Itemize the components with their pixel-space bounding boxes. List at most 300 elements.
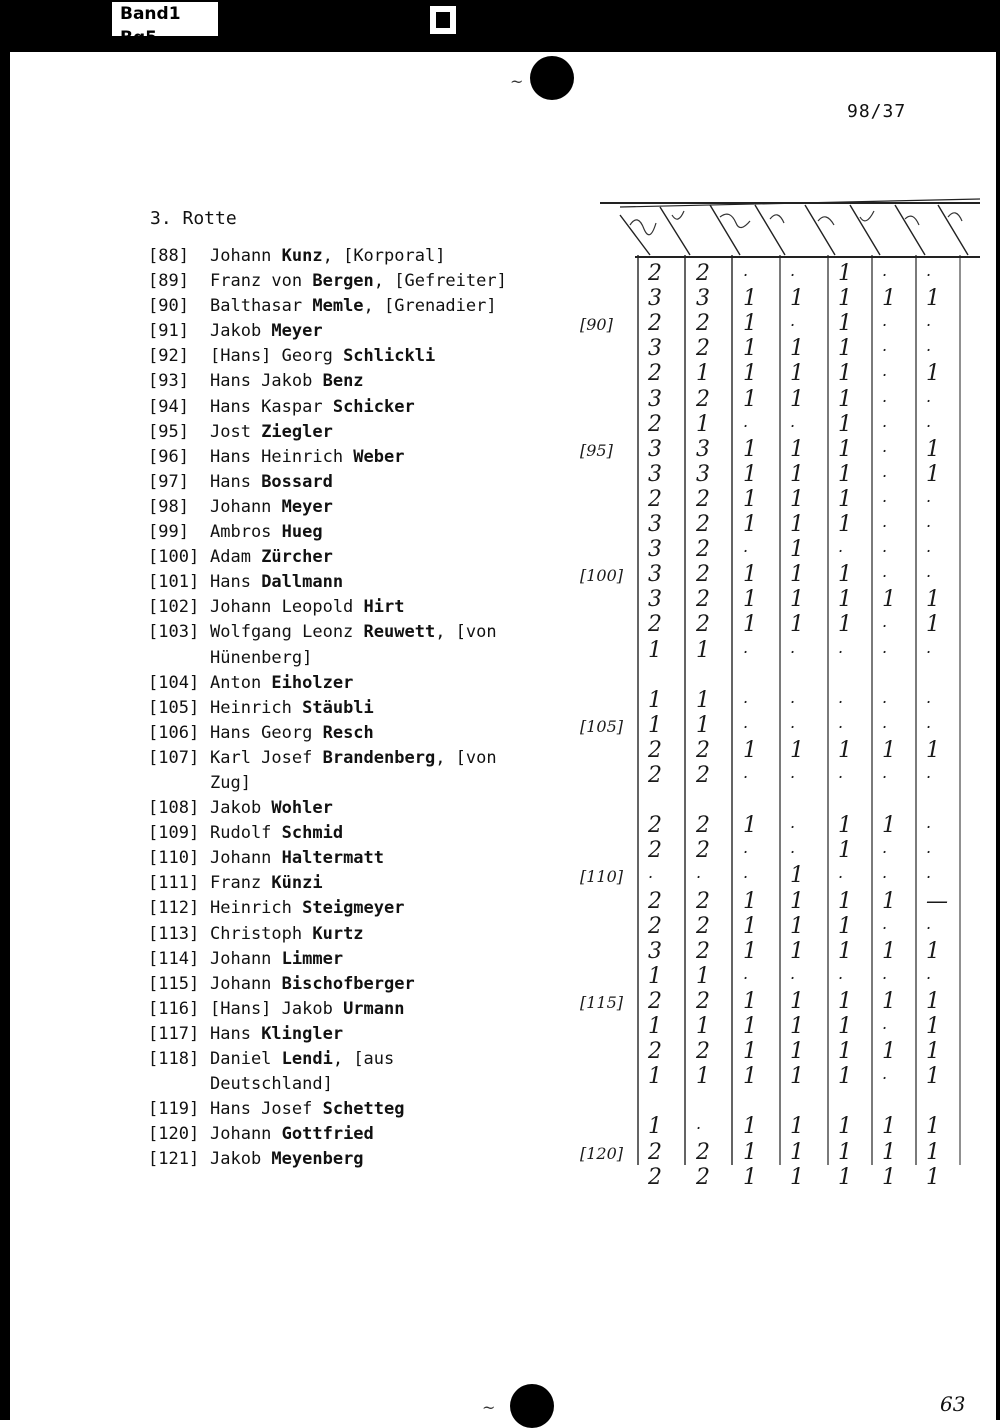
manuscript-cell: 1 [838, 813, 852, 839]
manuscript-cell: 1 [743, 1039, 757, 1065]
manuscript-cell: 2 [648, 486, 662, 512]
manuscript-cell: . [790, 311, 796, 331]
roster-entry [148, 821, 548, 846]
manuscript-cell: 2 [696, 763, 710, 788]
roster-entry [148, 997, 548, 1022]
manuscript-cell: 1 [648, 637, 662, 663]
manuscript-cell: 1 [838, 1164, 852, 1190]
manuscript-cell: . [790, 813, 796, 833]
entry-surname: Reuwett [363, 622, 436, 643]
manuscript-cell: 1 [743, 737, 757, 763]
manuscript-cell: 1 [882, 888, 896, 914]
manuscript-cell: 1 [696, 712, 710, 738]
entry-given-name: Hans [210, 471, 262, 492]
manuscript-cell: . [882, 461, 888, 481]
manuscript-cell: . [882, 562, 888, 582]
manuscript-cell: 1 [838, 286, 852, 312]
manuscript-cell: 2 [696, 1164, 710, 1190]
entry-surname: Meyer [271, 321, 323, 342]
manuscript-cell: 2 [696, 261, 710, 286]
manuscript-cell: 1 [926, 1014, 940, 1039]
page-number: 98/37 [847, 101, 907, 122]
manuscript-cell: . [926, 386, 932, 406]
manuscript-cell: 2 [696, 386, 710, 412]
manuscript-cell: . [838, 687, 844, 707]
manuscript-cell: 1 [790, 286, 804, 312]
entry-number: [110] [148, 848, 200, 869]
manuscript-cell: 1 [882, 737, 896, 763]
scan-registration-mark [430, 6, 456, 34]
entry-note: , [Korporal] [322, 246, 446, 266]
entry-given-name: Wolfgang Leonz [210, 622, 364, 643]
manuscript-cell: 1 [648, 712, 662, 738]
entry-number: [99] [148, 522, 189, 543]
section-title: 3. Rotte [150, 208, 237, 229]
entry-number: [97] [148, 471, 189, 492]
manuscript-cell: 1 [648, 1064, 662, 1090]
manuscript-cell: 1 [743, 813, 757, 839]
manuscript-cell: 1 [882, 286, 896, 312]
manuscript-cell: 1 [696, 1064, 710, 1090]
manuscript-cell: 1 [743, 512, 757, 537]
manuscript-cell: 2 [648, 888, 662, 914]
manuscript-cell: 1 [838, 1014, 852, 1039]
manuscript-cell: 1 [882, 1039, 896, 1065]
manuscript-cell: 2 [696, 612, 710, 638]
manuscript-cell: . [882, 637, 888, 657]
manuscript-cell: 1 [648, 963, 662, 989]
manuscript-cell: 1 [696, 687, 710, 713]
manuscript-cell: . [743, 863, 749, 883]
manuscript-cell: . [926, 913, 932, 933]
manuscript-cell: 1 [838, 512, 852, 537]
manuscript-cell: . [743, 637, 749, 657]
manuscript-cell: 2 [648, 311, 662, 337]
manuscript-cell: 2 [696, 737, 710, 763]
manuscript-cell: . [790, 712, 796, 732]
entry-number: [117] [148, 1023, 200, 1044]
manuscript-cell: . [882, 913, 888, 933]
manuscript-cell: 1 [926, 1164, 940, 1190]
manuscript-cell: 1 [838, 361, 852, 387]
manuscript-cell: 1 [926, 1064, 940, 1090]
manuscript-cell: 1 [743, 436, 757, 462]
manuscript-cell: 3 [648, 386, 662, 412]
roster-entry [148, 922, 548, 947]
entry-given-name: Johann [210, 246, 282, 266]
manuscript-cell: . [743, 261, 749, 280]
manuscript-cell: . [926, 537, 932, 557]
entry-given-name: Johann [210, 973, 282, 994]
manuscript-cell: . [790, 763, 796, 782]
manuscript-cell: 1 [696, 1014, 710, 1039]
manuscript-cell: 1 [696, 963, 710, 989]
manuscript-cell: 1 [790, 612, 804, 638]
manuscript-cell: 2 [696, 336, 710, 362]
manuscript-cell: 2 [696, 838, 710, 864]
manuscript-cell: 3 [648, 436, 662, 462]
manuscript-cell: 1 [743, 386, 757, 412]
folio-mark: 63 [940, 1392, 966, 1416]
manuscript-cell: 1 [838, 913, 852, 939]
entry-given-name: Franz [210, 873, 272, 894]
roster-entry [148, 445, 548, 470]
manuscript-cell: . [882, 963, 888, 983]
manuscript-cell: . [882, 486, 888, 506]
manuscript-cell: . [926, 863, 932, 883]
manuscript-cell: 2 [696, 988, 710, 1014]
manuscript-cell: . [926, 311, 932, 331]
entry-given-name: Daniel [210, 1049, 282, 1069]
manuscript-cell: 1 [926, 1114, 940, 1140]
manuscript-cell: 2 [648, 361, 662, 387]
roster-entry [148, 1147, 548, 1172]
manuscript-cell: 1 [838, 1114, 852, 1140]
manuscript-cell: 2 [648, 737, 662, 763]
entry-surname: Meyer [281, 496, 333, 517]
manuscript-cell: 1 [926, 988, 940, 1014]
manuscript-cell: 1 [790, 512, 804, 537]
manuscript-cell: 1 [743, 612, 757, 638]
manuscript-cell: 1 [838, 1064, 852, 1090]
punch-hole-bottom [510, 1384, 554, 1428]
entry-note-continued: Hünenberg] [210, 647, 313, 668]
manuscript-table [560, 195, 986, 1190]
entry-surname: Weber [353, 446, 405, 467]
manuscript-cell: 1 [838, 411, 852, 437]
entry-number: [118] [148, 1049, 200, 1069]
manuscript-cell: 1 [790, 1114, 804, 1140]
entry-number: [105] [148, 697, 200, 718]
entry-note: , [Grenadier] [363, 296, 497, 317]
manuscript-cell: 1 [882, 1114, 896, 1140]
manuscript-cell: . [882, 687, 888, 707]
manuscript-cell: 1 [696, 361, 710, 387]
manuscript-cell: 1 [790, 888, 804, 914]
entry-given-name: [Hans] Georg [210, 346, 344, 367]
entry-surname: Gottfried [281, 1124, 374, 1145]
roster-entry [148, 595, 548, 620]
manuscript-cell: 2 [648, 411, 662, 437]
manuscript-cell: 1 [790, 1064, 804, 1090]
manuscript-cell: . [743, 763, 749, 782]
manuscript-cell: . [696, 863, 702, 883]
entry-given-name: Adam [210, 547, 262, 568]
entry-surname: Bossard [261, 471, 333, 492]
entry-surname: Stäubli [302, 697, 374, 718]
entry-surname: Lendi [281, 1049, 333, 1069]
manuscript-cell: 1 [648, 687, 662, 713]
entry-number: [100] [148, 547, 200, 568]
manuscript-cell: 1 [926, 938, 940, 964]
entry-number: [96] [148, 446, 189, 467]
manuscript-cell: 2 [648, 988, 662, 1014]
manuscript-cell: 1 [790, 562, 804, 588]
manuscript-cell: 1 [790, 1164, 804, 1190]
punch-smudge-bottom: ~ [482, 1398, 496, 1417]
manuscript-cell: 3 [648, 461, 662, 487]
roster-entry [148, 545, 548, 570]
manuscript-cell: . [926, 838, 932, 858]
entry-given-name: Johann [210, 948, 282, 969]
roster-entry [148, 269, 548, 294]
manuscript-cell: 1 [838, 587, 852, 613]
entry-given-name: Johann [210, 1124, 282, 1145]
entry-surname: Hueg [281, 522, 323, 543]
manuscript-cell: 2 [696, 1039, 710, 1065]
manuscript-cell: 1 [743, 988, 757, 1014]
manuscript-cell: 1 [926, 1039, 940, 1065]
entry-number: [104] [148, 672, 200, 693]
manuscript-cell: 1 [838, 938, 852, 964]
manuscript-cell: 1 [743, 1164, 757, 1190]
manuscript-cell: 1 [882, 1139, 896, 1165]
entry-number: [95] [148, 421, 189, 442]
manuscript-cell: 1 [926, 436, 940, 462]
punch-hole-top [530, 56, 574, 100]
roster-entry [148, 972, 548, 997]
manuscript-cell: . [926, 411, 932, 431]
manuscript-cell: . [926, 712, 932, 732]
manuscript-cell: 1 [648, 1114, 662, 1140]
manuscript-cell: 1 [838, 436, 852, 462]
manuscript-cell: . [743, 687, 749, 707]
entry-given-name: Heinrich [210, 898, 303, 919]
entry-note: , [von [435, 622, 497, 643]
manuscript-cell: . [926, 486, 932, 506]
entry-number: [88] [148, 246, 189, 266]
entry-note-continued: Zug] [210, 772, 251, 793]
entry-surname: Limmer [281, 948, 344, 969]
manuscript-cell: 1 [743, 938, 757, 964]
manuscript-cell: 1 [926, 1139, 940, 1165]
roster-entry [148, 896, 548, 921]
entry-number: [119] [148, 1099, 200, 1120]
manuscript-cell: . [882, 512, 888, 531]
manuscript-cell: 1 [743, 311, 757, 337]
roster-entry [148, 369, 548, 394]
entry-given-name: Hans Josef [210, 1099, 323, 1120]
roster-entry [148, 1097, 548, 1122]
roster-entry [148, 871, 548, 896]
manuscript-cell: 1 [790, 336, 804, 362]
entry-note-continued: Deutschland] [210, 1074, 333, 1095]
entry-given-name: Hans [210, 1023, 262, 1044]
entry-surname: Ziegler [261, 421, 333, 442]
manuscript-cell: 3 [648, 938, 662, 964]
manuscript-cell: 1 [790, 938, 804, 964]
roster-entry [148, 620, 548, 670]
manuscript-cell: 1 [838, 737, 852, 763]
manuscript-cell: 1 [743, 562, 757, 588]
manuscript-cell: 1 [743, 461, 757, 487]
manuscript-cell: 2 [696, 1139, 710, 1165]
entry-number: [121] [148, 1149, 200, 1170]
entry-surname: Künzi [271, 873, 323, 894]
entry-number: [92] [148, 346, 189, 367]
entry-note: , [Gefreiter] [373, 271, 507, 292]
manuscript-cell: 1 [743, 286, 757, 312]
manuscript-cell: 1 [926, 286, 940, 312]
entry-given-name: Anton [210, 672, 272, 693]
manuscript-cell: 1 [696, 637, 710, 663]
manuscript-cell: . [882, 336, 888, 356]
roster-entry [148, 520, 548, 545]
entry-given-name: Jost [210, 421, 262, 442]
entry-surname: Memle [312, 296, 364, 317]
manuscript-cell: 1 [838, 888, 852, 914]
entry-surname: Schlickli [343, 346, 436, 367]
manuscript-cell: 1 [790, 587, 804, 613]
manuscript-cell: 2 [696, 512, 710, 537]
entry-number: [101] [148, 572, 200, 593]
manuscript-cell: . [743, 838, 749, 858]
manuscript-cell: 2 [696, 562, 710, 588]
roster-entry [148, 846, 548, 871]
manuscript-cell: 1 [790, 863, 804, 889]
manuscript-cell: . [882, 712, 888, 732]
manuscript-cell: . [838, 712, 844, 732]
manuscript-cell: 2 [648, 1139, 662, 1165]
manuscript-cell: 1 [838, 461, 852, 487]
entry-number: [103] [148, 622, 200, 643]
manuscript-cell: 2 [696, 913, 710, 939]
manuscript-cell: . [882, 838, 888, 858]
manuscript-cell: . [926, 261, 932, 280]
manuscript-cell: 1 [743, 1064, 757, 1090]
entry-number: [120] [148, 1124, 200, 1145]
roster-entry [148, 947, 548, 972]
manuscript-cell: 1 [838, 1039, 852, 1065]
entry-given-name: Hans Kaspar [210, 396, 333, 417]
entry-surname: Urmann [343, 998, 405, 1019]
entry-surname: Brandenberg [322, 747, 436, 768]
roster-entry [148, 671, 548, 696]
entry-number: [111] [148, 873, 200, 894]
manuscript-cell: 1 [743, 486, 757, 512]
manuscript-cell: 3 [696, 461, 710, 487]
manuscript-cell: 1 [838, 562, 852, 588]
entry-given-name: Hans [210, 572, 262, 593]
manuscript-cell: 1 [926, 587, 940, 613]
manuscript-row-marker: [95] [580, 440, 613, 460]
manuscript-cell: 1 [790, 436, 804, 462]
manuscript-cell: 3 [648, 512, 662, 537]
entry-given-name: Hans Jakob [210, 371, 323, 392]
entry-given-name: Rudolf [210, 823, 282, 844]
entry-surname: Steigmeyer [302, 898, 405, 919]
manuscript-cell: . [882, 361, 888, 381]
manuscript-cell: 1 [790, 537, 804, 563]
manuscript-row-marker: [110] [580, 867, 624, 887]
entry-number: [113] [148, 923, 200, 944]
manuscript-cell: 3 [696, 286, 710, 312]
entry-given-name: Hans Georg [210, 722, 323, 743]
entry-number: [107] [148, 747, 200, 768]
manuscript-cell: . [696, 1114, 702, 1134]
manuscript-cell: 2 [648, 612, 662, 638]
manuscript-cell: 2 [696, 537, 710, 563]
manuscript-cell: . [926, 336, 932, 356]
manuscript-cell: 2 [648, 763, 662, 788]
manuscript-cell: 1 [790, 1014, 804, 1039]
entry-surname: Hirt [363, 597, 405, 618]
entry-surname: Bergen [312, 271, 374, 292]
entry-given-name: Balthasar [210, 296, 313, 317]
entry-number: [108] [148, 798, 200, 819]
manuscript-cell: . [882, 311, 888, 331]
manuscript-cell: 1 [743, 361, 757, 387]
entry-number: [94] [148, 396, 189, 417]
roster-entry [148, 395, 548, 420]
entry-number: [109] [148, 823, 200, 844]
roster-entry [148, 696, 548, 721]
manuscript-cell: 1 [743, 336, 757, 362]
entry-surname: Resch [322, 722, 374, 743]
manuscript-cell: 1 [743, 1114, 757, 1140]
manuscript-cell: 1 [926, 612, 940, 638]
manuscript-cell: 1 [838, 838, 852, 864]
manuscript-cell: 1 [882, 1164, 896, 1190]
manuscript-cell: 2 [648, 813, 662, 839]
manuscript-cell: . [790, 637, 796, 657]
entry-given-name: Hans Heinrich [210, 446, 354, 467]
manuscript-cell: 2 [648, 1164, 662, 1190]
entry-surname: Zürcher [261, 547, 333, 568]
entry-given-name: Karl Josef [210, 747, 323, 768]
entry-note: , [aus [332, 1049, 395, 1069]
manuscript-cell: . [882, 1014, 888, 1033]
manuscript-cell: 3 [648, 587, 662, 613]
entry-given-name: Ambros [210, 522, 282, 543]
manuscript-cell: 3 [648, 537, 662, 563]
manuscript-cell: . [838, 537, 844, 557]
entry-given-name: Heinrich [210, 697, 303, 718]
manuscript-cell: — [926, 888, 948, 914]
manuscript-cell: 1 [926, 737, 940, 763]
manuscript-cell: 3 [648, 336, 662, 362]
manuscript-cell: 1 [790, 386, 804, 412]
entry-given-name: [Hans] Jakob [210, 998, 344, 1019]
scan-border-right [996, 0, 1000, 1420]
roster-list [148, 244, 548, 1172]
entry-given-name: Jakob [210, 798, 272, 819]
manuscript-cell: 2 [696, 311, 710, 337]
manuscript-cell: 2 [648, 261, 662, 286]
manuscript-cell: 1 [882, 938, 896, 964]
manuscript-cell: 1 [838, 612, 852, 638]
manuscript-cell: 1 [696, 411, 710, 437]
entry-number: [115] [148, 973, 200, 994]
manuscript-cell: 2 [696, 888, 710, 914]
roster-entry [148, 470, 548, 495]
manuscript-cell: 1 [838, 486, 852, 512]
manuscript-cell: 1 [743, 587, 757, 613]
manuscript-cell: 1 [926, 461, 940, 487]
manuscript-cell: . [790, 838, 796, 858]
manuscript-cell: 2 [648, 838, 662, 864]
manuscript-row-marker: [90] [580, 315, 613, 335]
manuscript-cell: 1 [838, 386, 852, 412]
manuscript-cell: . [743, 411, 749, 431]
manuscript-cell: . [838, 863, 844, 883]
manuscript-cell: . [838, 763, 844, 782]
roster-entry [148, 746, 548, 796]
manuscript-cell: 1 [926, 361, 940, 387]
entry-number: [102] [148, 597, 200, 618]
manuscript-cell: . [743, 537, 749, 557]
roster-entry [148, 495, 548, 520]
